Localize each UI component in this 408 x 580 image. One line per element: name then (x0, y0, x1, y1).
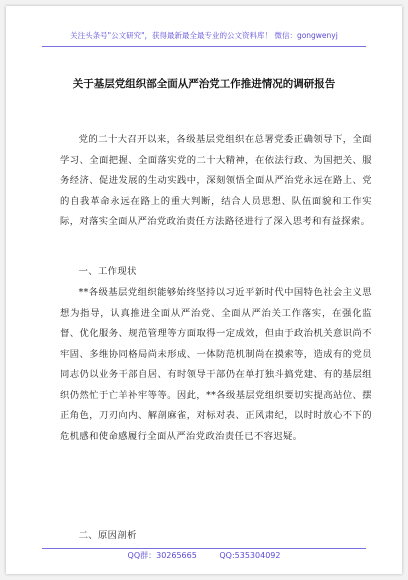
document-page (6, 6, 402, 574)
document-title: 关于基层党组织部全面从严治党工作推进情况的调研报告 (72, 78, 336, 90)
footer (6, 550, 402, 561)
section2-heading (60, 526, 372, 547)
section1-heading-text: 一、工作现状 (78, 266, 137, 277)
section2-heading-text: 二、原因剖析 (78, 530, 137, 541)
footer-divider (42, 548, 366, 549)
section1-heading (60, 262, 372, 283)
intro-paragraph (60, 130, 372, 233)
section1-paragraph (60, 283, 372, 447)
section1-text: **各级基层党组织能够始终坚持以习近平新时代中国特色社会主义思想为指导，认真推进全面从严治党、全面从严治关工作落实，在强化监督、优化服务、规范管理等方面取得一定成效，但由于政治机关意识尚不牢固、多维协同格局尚未形成、一体防范机制尚在摸索等，造成有的党员同志仍以业务干部自居、有时领导干部仍在单打独斗搞党建、有的基层组织仍然忙于亡羊补牢等等。因此，**各级基层党组织要切实提高站位、摆正角色，刀刃向内、解剖麻雀，对标对表、正风肃纪，以时时放心不下的危机感和使命感履行全面从严治党政治责任已不容迟疑。 (60, 287, 372, 442)
intro-text: 党的二十大召开以来，各级基层党组织在总署党委正确领导下，全面学习、全面把握、全面落实党的二十大精神，在依法行政、为国把关、服务经济、促进发展的生动实践中，深刻领悟全面从严治党永远在路上、党的自我革命永远在路上的重大判断，结合人员思想、队伍面貌和工作实际，对落实全面从严治党政治责任方法路径进行了深入思考和有益探索。 (60, 134, 372, 227)
footer-qq-group: QQ群：30265665 (127, 551, 197, 560)
header-divider (42, 46, 366, 47)
header-banner: 关注头条号"公文研究"，获得最新最全最专业的公文资料库！ 微信：gongwenyj (70, 31, 338, 40)
footer-qq: QQ:535304092 (219, 551, 281, 560)
